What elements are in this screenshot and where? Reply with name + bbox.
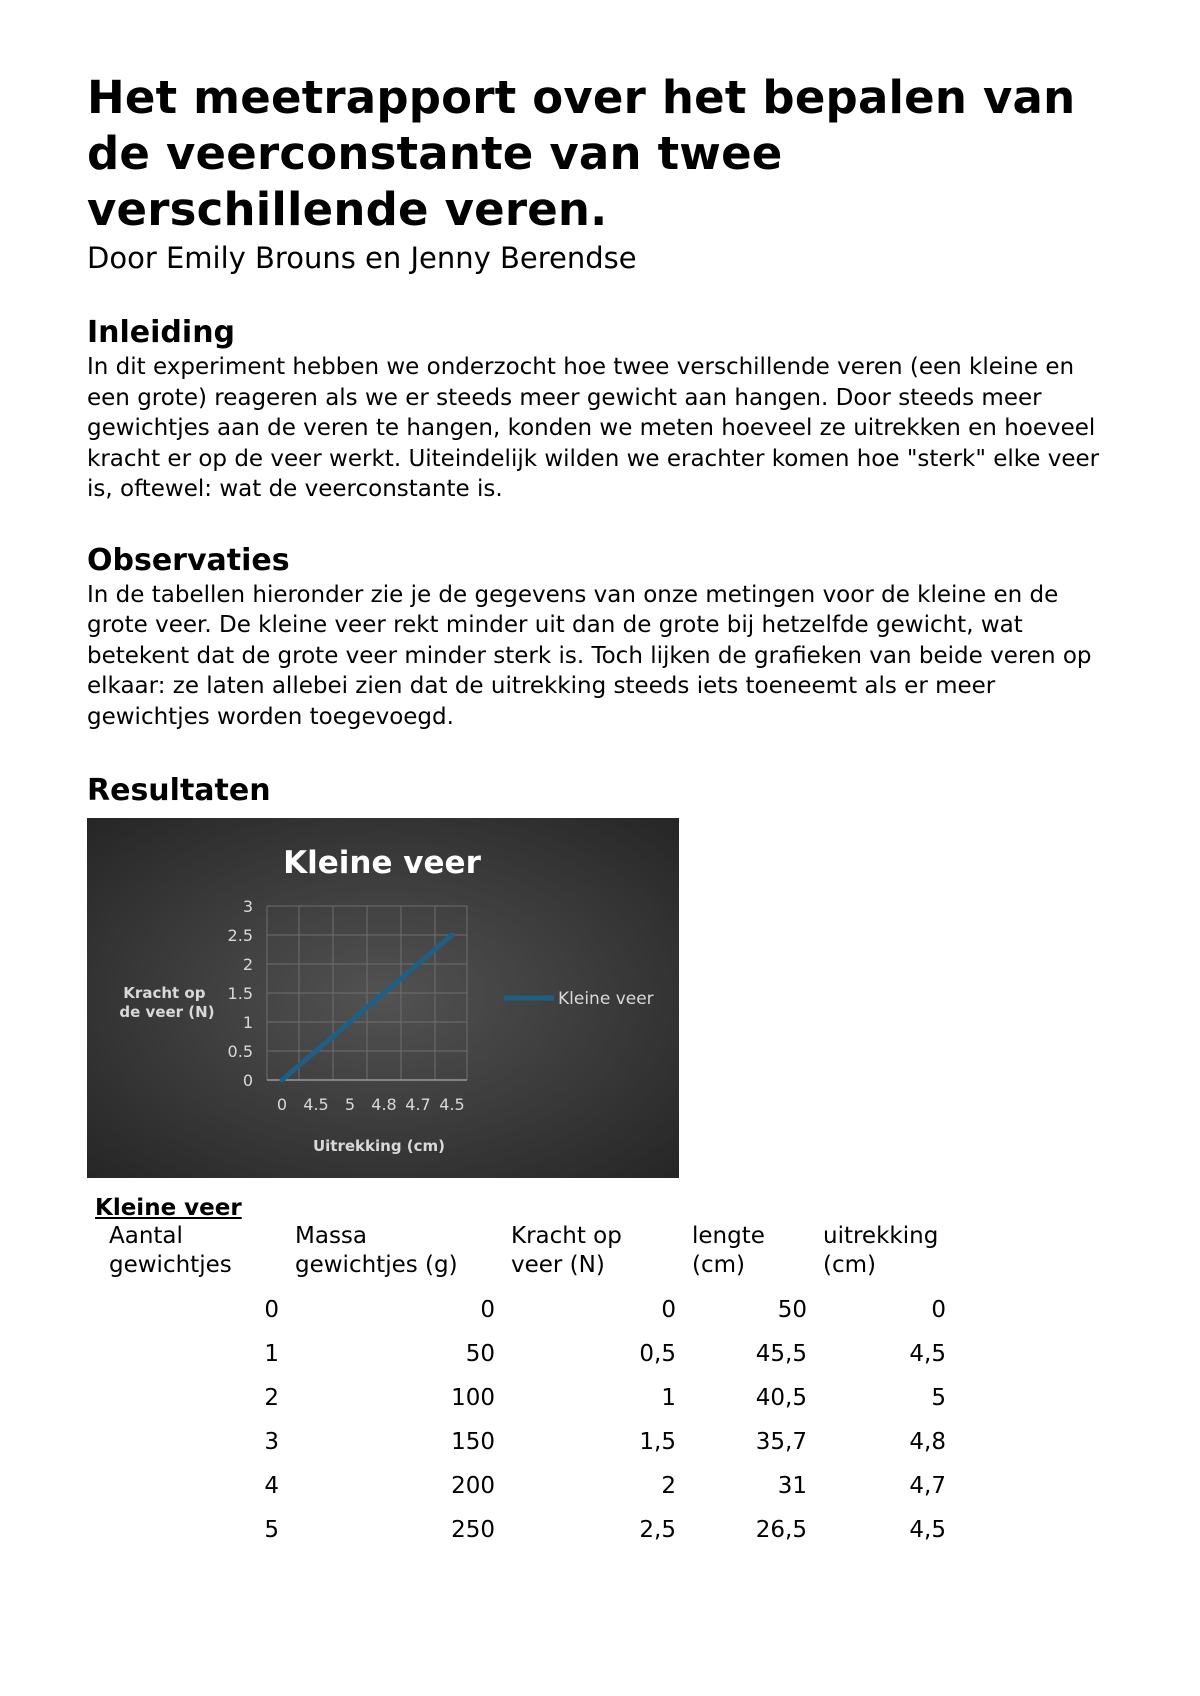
table-cell: 4,5 <box>909 1517 946 1543</box>
table-cell: 5 <box>264 1517 279 1543</box>
table-row <box>101 1464 954 1508</box>
heading-resultaten: Resultaten <box>87 773 271 808</box>
table-cell: 4,7 <box>909 1473 946 1499</box>
table-row <box>101 1288 954 1332</box>
table-cell: 1 <box>264 1341 279 1367</box>
chart-kleine-veer <box>87 818 679 1178</box>
table-header-row <box>101 1222 954 1288</box>
chart-xtick-label: 4.7 <box>405 1095 431 1114</box>
table-cell: 50 <box>465 1341 495 1367</box>
chart-xtick-label: 4.5 <box>439 1095 465 1114</box>
table-header-massa: Massa gewichtjes (g) <box>295 1223 458 1278</box>
chart-data-point <box>280 1078 285 1083</box>
table-row <box>101 1332 954 1376</box>
chart-xtick-label: 4.5 <box>303 1095 329 1114</box>
data-table <box>101 1222 954 1552</box>
table-header-lengte: lengte (cm) <box>692 1223 765 1278</box>
table-cell: 4,5 <box>909 1341 946 1367</box>
table-row <box>101 1508 954 1552</box>
table-cell: 2,5 <box>639 1517 676 1543</box>
chart-data-point <box>382 991 387 996</box>
table-cell: 3 <box>264 1429 279 1455</box>
chart-ytick-label: 1 <box>242 1013 253 1032</box>
chart-data-point <box>314 1049 319 1054</box>
table-cell: 250 <box>451 1517 495 1543</box>
table-cell: 26,5 <box>755 1517 807 1543</box>
heading-observaties: Observaties <box>87 542 290 578</box>
chart-ytick-label: 2.5 <box>227 926 253 945</box>
table-header-kracht: Kracht op veer (N) <box>511 1223 622 1278</box>
table-header-aantal: Aantal gewichtjes <box>109 1223 232 1278</box>
chart-ytick-label: 1.5 <box>227 984 253 1003</box>
chart-xtick-label: 5 <box>344 1095 356 1114</box>
table-cell: 1,5 <box>639 1429 676 1455</box>
chart-ytick-label: 0 <box>242 1071 253 1090</box>
paragraph-observaties: In de tabellen hieronder zie je de gegevens van onze metingen voor de kleine en de grote veer. De kleine veer rekt minder uit dan de grote bij hetzelfde gewicht, wat betekent dat de grote veer minder sterk is. Toch lijken de grafieken van beide veren op elkaar: ze laten allebei zien dat de uitrekking steeds iets toeneemt als er meer gewichtjes worden toegevoegd. <box>87 581 1092 730</box>
chart-xtick-label: 0 <box>276 1095 288 1114</box>
table-cell: 2 <box>264 1385 279 1411</box>
chart-data-point <box>348 1020 353 1025</box>
chart-ylabel: Kracht op de veer (N) <box>119 984 215 1021</box>
paragraph-inleiding: In dit experiment hebben we onderzocht hoe twee verschillende veren (een kleine en een grote) reageren als we er steeds meer gewicht aan hangen. Door steeds meer gewichtjes aan de veren te hangen, konden we meten hoeveel ze uitrekken en hoeveel kracht er op de veer werkt. Uiteindelijk wilden we erachter komen hoe "sterk" elke veer is, oftewel: wat de veerconstante is. <box>87 354 1100 502</box>
chart-xlabel: Uitrekking (cm) <box>312 1137 446 1155</box>
table-cell: 100 <box>451 1385 495 1411</box>
section-inleiding <box>87 314 1117 505</box>
table-cell: 35,7 <box>755 1429 807 1455</box>
table-cell: 2 <box>661 1473 676 1499</box>
legend-label: Kleine veer <box>558 989 654 1009</box>
table-cell: 4 <box>264 1473 279 1499</box>
table-row <box>101 1420 954 1464</box>
document-authors: Door Emily Brouns en Jenny Berendse <box>87 241 637 275</box>
table-header-uitrekking: uitrekking (cm) <box>823 1223 939 1278</box>
chart-data-point <box>416 962 421 967</box>
table-cell: 40,5 <box>755 1385 807 1411</box>
table-row <box>101 1376 954 1420</box>
document-page <box>87 70 1117 1552</box>
chart-ytick-label: 3 <box>242 897 253 916</box>
table-cell: 45,5 <box>755 1341 807 1367</box>
table-cell: 4,8 <box>909 1429 946 1455</box>
table-cell: 50 <box>777 1297 807 1323</box>
chart-title: Kleine veer <box>283 845 481 881</box>
chart-data-point <box>450 933 455 938</box>
section-resultaten <box>87 772 1117 1552</box>
table-cell: 0 <box>661 1297 676 1323</box>
heading-inleiding: Inleiding <box>87 315 236 350</box>
chart-ytick-label: 2 <box>242 955 253 974</box>
table-cell: 0 <box>480 1297 495 1323</box>
table-cell: 0 <box>264 1297 279 1323</box>
table-cell: 0 <box>931 1297 946 1323</box>
chart-svg <box>87 818 679 1178</box>
table-cell: 200 <box>451 1473 495 1499</box>
chart-xtick-label: 4.8 <box>371 1095 397 1114</box>
section-observaties <box>87 542 1117 733</box>
chart-ytick-label: 0.5 <box>227 1042 253 1061</box>
table-title: Kleine veer <box>95 1195 242 1221</box>
document-title: Het meetrapport over het bepalen van de veerconstante van twee verschillende veren. <box>87 71 1076 236</box>
table-cell: 31 <box>777 1473 807 1499</box>
table-cell: 150 <box>451 1429 495 1455</box>
table-cell: 5 <box>931 1385 946 1411</box>
table-cell: 1 <box>661 1385 676 1411</box>
table-cell: 0,5 <box>639 1341 676 1367</box>
